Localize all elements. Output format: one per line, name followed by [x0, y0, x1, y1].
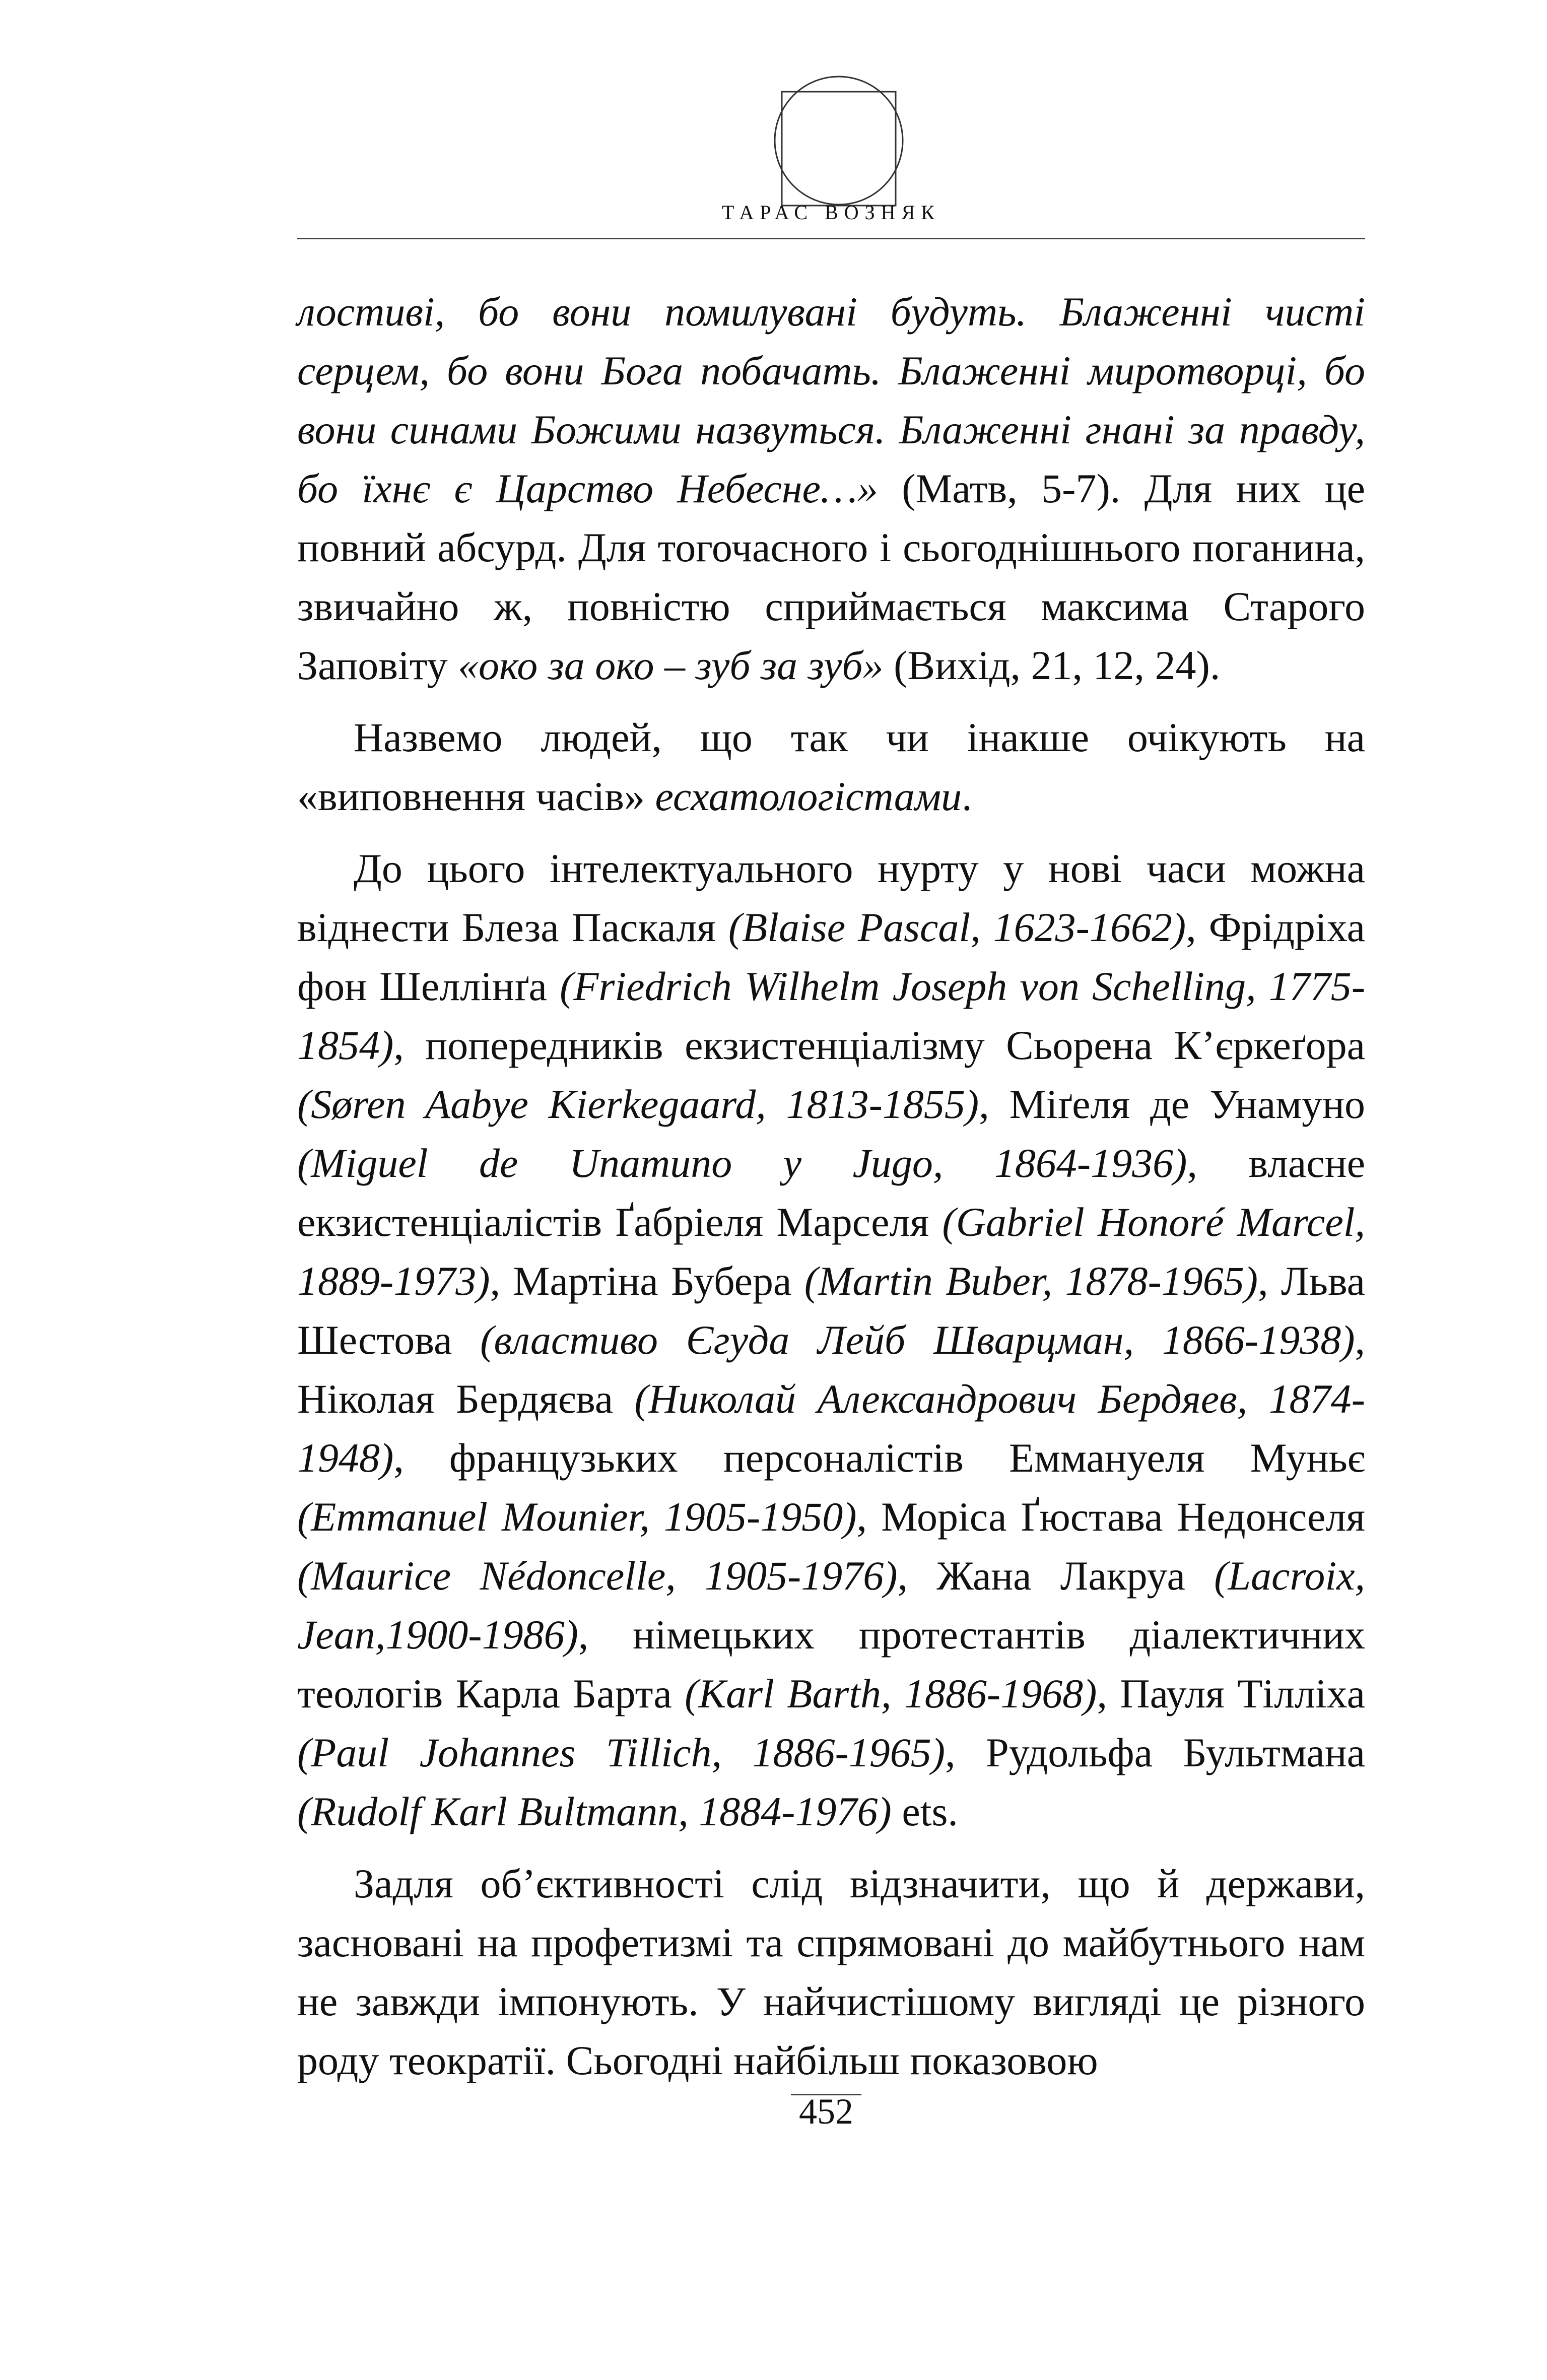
page-number: 452: [799, 2091, 853, 2132]
italic-text-run: (Søren Aabye Kierkegaard, 1813-1855): [297, 1081, 979, 1127]
italic-text-run: (Friedrich Wilhelm Joseph von Schelling, 1775-1854): [297, 963, 1366, 1068]
text-run: , французьких персоналістів Еммануеля Муньє: [393, 1435, 1365, 1481]
text-run: (Вихід, 21, 12, 24).: [883, 642, 1221, 688]
italic-text-run: (Blaise Pascal, 1623-1662): [728, 904, 1186, 950]
paragraph-1: [297, 282, 1365, 695]
text-run: , власне екзистенціалістів Ґабріеля Марселя: [297, 1140, 1365, 1245]
italic-text-run: (Rudolf Karl Bultmann, 1884-1976): [297, 1789, 892, 1834]
circle-square-emblem-icon: [771, 73, 907, 209]
italic-text-run: есхатологістами: [655, 773, 962, 819]
italic-text-run: (Paul Johannes Tillich, 1886-1965): [297, 1730, 946, 1775]
running-head: ТАРАС ВОЗНЯК: [722, 201, 940, 224]
text-run: , Жана Лакруа: [897, 1553, 1215, 1599]
text-run: , Мартіна Бубера: [490, 1258, 804, 1304]
text-run: , Ніколая Бердяєва: [297, 1317, 1365, 1422]
paragraph-3: [297, 839, 1365, 1841]
italic-text-run: (Martin Buber, 1878-1965): [804, 1258, 1258, 1304]
text-run: , Льва Шестова: [297, 1258, 1366, 1363]
italic-text-run: (Lacroix, Jean,1900-1986): [297, 1553, 1365, 1658]
italic-text-run: «око за око – зуб за зуб»: [458, 642, 884, 688]
italic-text-run: (Maurice Nédoncelle, 1905-1976): [297, 1553, 898, 1599]
italic-text-run: лостиві, бо вони помилувані будуть. Блаженні чисті серцем, бо вони Бога побачать. Блаженні миротворці, бо вони синами Божими назвуться. Блаженні гнані за правду, бо їхнє є Царство Небесне…»: [297, 289, 1365, 511]
italic-text-run: (Karl Barth, 1886-1968): [685, 1671, 1097, 1716]
text-run: , Моріса Ґюстава Недонселя: [856, 1494, 1366, 1540]
header-divider: [297, 238, 1365, 239]
text-run: До цього інтелектуального нурту у нові часи можна віднести Блеза Паскаля: [297, 845, 1365, 950]
italic-text-run: (Miguel de Unamuno y Jugo, 1864-1936): [297, 1140, 1187, 1186]
text-run: , німецьких протестантів діалектичних теологів Карла Барта: [297, 1612, 1365, 1716]
text-run: , попередників екзистенціалізму Сьорена К’єркеґора: [393, 1022, 1365, 1068]
italic-text-run: (Emmanuel Mounier, 1905-1950): [297, 1494, 857, 1540]
paragraph-4: [297, 1854, 1365, 2090]
italic-text-run: (властиво Єгуда Лейб Шварцман, 1866-1938): [480, 1317, 1355, 1363]
italic-text-run: (Gabriel Honoré Marcel, 1889-1973): [297, 1199, 1365, 1304]
text-run: Назвемо людей, що так чи інакше очікують на «виповнення часів»: [297, 714, 1365, 819]
text-run: , Фрідріха фон Шеллінґа: [297, 904, 1366, 1009]
text-run: Задля об’єктивності слід відзначити, що й держави, засновані на профетизмі та спрямовані до майбутнього нам не завжди імпонують. У найчистішому вигляді це різного роду теократії. Сьогодні найбільш показовою: [297, 1861, 1365, 2083]
text-run: ets.: [891, 1789, 958, 1834]
text-run: , Міґеля де Унамуно: [979, 1081, 1365, 1127]
text-run: , Рудольфа Бультмана: [945, 1730, 1365, 1775]
italic-text-run: (Николай Александрович Бердяев, 1874-1948): [297, 1376, 1365, 1481]
text-run: , Пауля Тілліха: [1097, 1671, 1365, 1716]
body-text: [297, 282, 1365, 2090]
text-run: .: [962, 773, 972, 819]
paragraph-2: [297, 708, 1365, 826]
text-run: (Матв, 5-7). Для них це повний абсурд. Для тогочасного і сьогоднішнього поганина, звичайно ж, повністю сприймається максима Старого Заповіту: [297, 466, 1365, 688]
